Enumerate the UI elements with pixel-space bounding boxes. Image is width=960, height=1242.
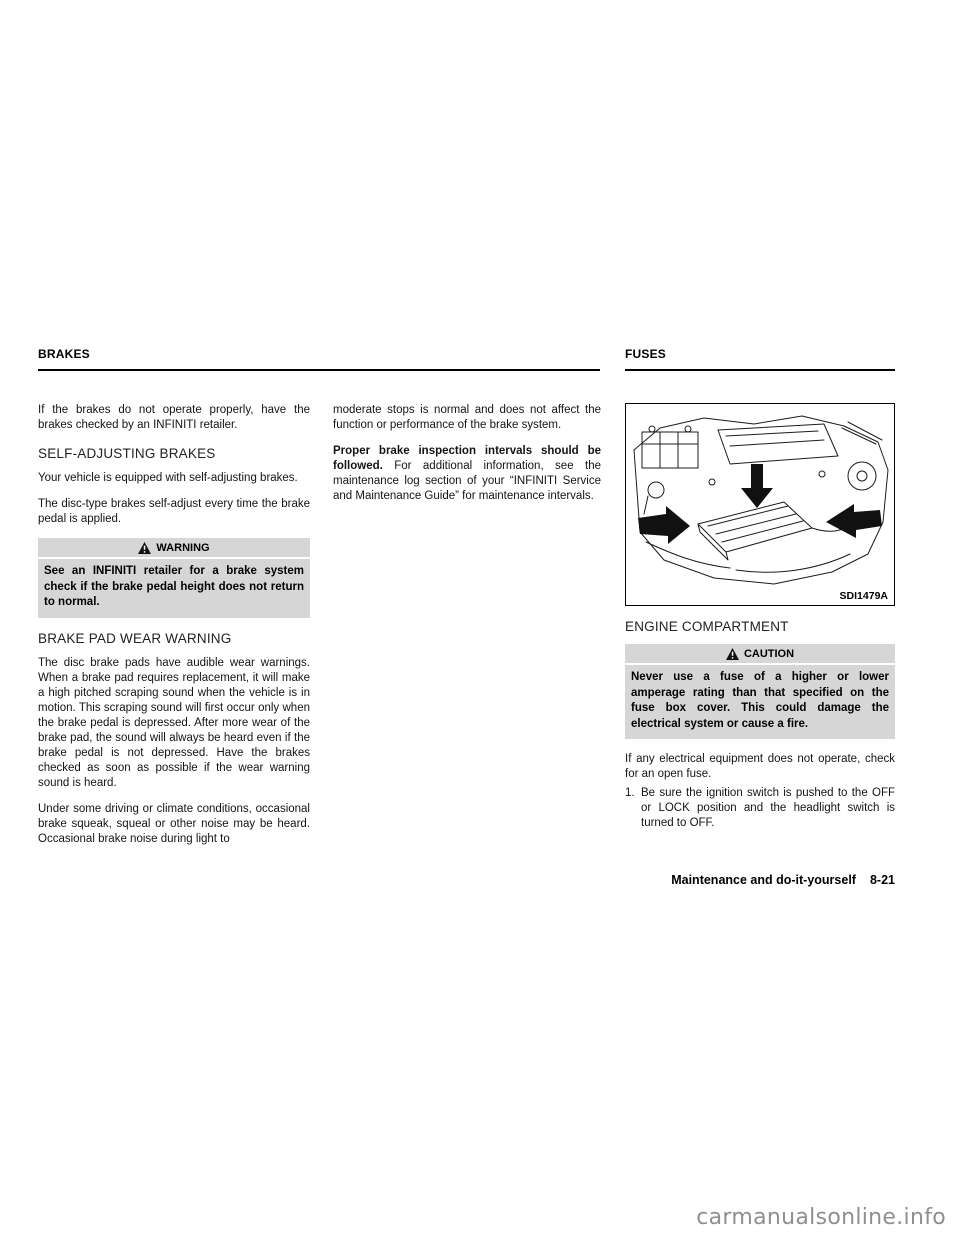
fuses-paragraph-1: If any electrical equipment does not operate, check for an open fuse. [625, 753, 895, 780]
section-rule-right [625, 369, 895, 371]
warning-box-header [38, 538, 310, 559]
brakes-intro-paragraph: If the brakes do not operate properly, have the brakes checked by an INFINITI retailer. [38, 404, 310, 431]
heading-brake-pad-wear-warning: BRAKE PAD WEAR WARNING [38, 630, 232, 646]
caution-box-header [625, 644, 895, 665]
footer-section-title: Maintenance and do-it-yourself [671, 873, 856, 887]
warning-box [38, 538, 310, 618]
warning-icon [138, 542, 151, 554]
warning-label: WARNING [156, 542, 210, 554]
engine-compartment-figure [625, 403, 895, 606]
self-adjusting-paragraph-2: The disc-type brakes self-adjust every time the brake pedal is applied. [38, 498, 310, 525]
pad-wear-paragraph-1: The disc brake pads have audible wear warnings. When a brake pad requires replacement, it will make a high pitched scraping sound when the vehicle is in motion. This scraping sound will first occur only when the brake pedal is depressed. After more wear of the brake pad, the sound will always be heard even if the brake pedal is not depressed. Have the brakes checked as soon as possible if the wear warning sound is heard. [38, 656, 310, 789]
self-adjusting-paragraph-1: Your vehicle is equipped with self-adjusting brakes. [38, 472, 298, 484]
section-header-brakes: BRAKES [38, 347, 90, 361]
footer-page-number: 8-21 [869, 873, 895, 887]
inspection-intervals-bold-lead: Proper brake inspection intervals should be followed. [333, 445, 601, 472]
figure-code: SDI1479A [839, 590, 888, 602]
step-1-number: 1. [625, 787, 635, 799]
caution-box [625, 644, 895, 739]
engine-compartment-drawing [626, 404, 894, 605]
watermark: carmanualsonline.info [696, 1205, 946, 1230]
heading-self-adjusting-brakes: SELF-ADJUSTING BRAKES [38, 446, 216, 461]
inspection-intervals-paragraph [333, 444, 601, 504]
caution-icon [726, 648, 739, 660]
column-middle [333, 403, 601, 515]
warning-text: See an INFINITI retailer for a brake system check if the brake pedal height does not return to normal. [44, 565, 304, 608]
pad-wear-paragraph-2: Under some driving or climate conditions, occasional brake squeak, squeal or other noise may be heard. Occasional brake noise during light to [38, 802, 310, 845]
step-1-text: Be sure the ignition switch is pushed to the OFF or LOCK position and the headlight switch is turned to OFF. [641, 787, 895, 829]
heading-engine-compartment: ENGINE COMPARTMENT [625, 619, 789, 634]
caution-text: Never use a fuse of a higher or lower amperage rating than that specified on the fuse box cover. This could damage the electrical system or cause a fire. [631, 671, 889, 730]
step-1 [625, 786, 895, 831]
caution-label: CAUTION [743, 648, 795, 660]
inspection-intervals-rest: For additional information, see the maintenance log section of your “INFINITI Service and Maintenance Guide” for maintenance intervals. [333, 460, 601, 502]
column-right [625, 403, 895, 831]
section-header-fuses: FUSES [625, 347, 667, 361]
section-rule-left [38, 369, 600, 371]
pad-wear-paragraph-continued: moderate stops is normal and does not affect the function or performance of the brake system. [333, 404, 601, 431]
column-left [38, 403, 310, 858]
page-footer [671, 873, 895, 887]
